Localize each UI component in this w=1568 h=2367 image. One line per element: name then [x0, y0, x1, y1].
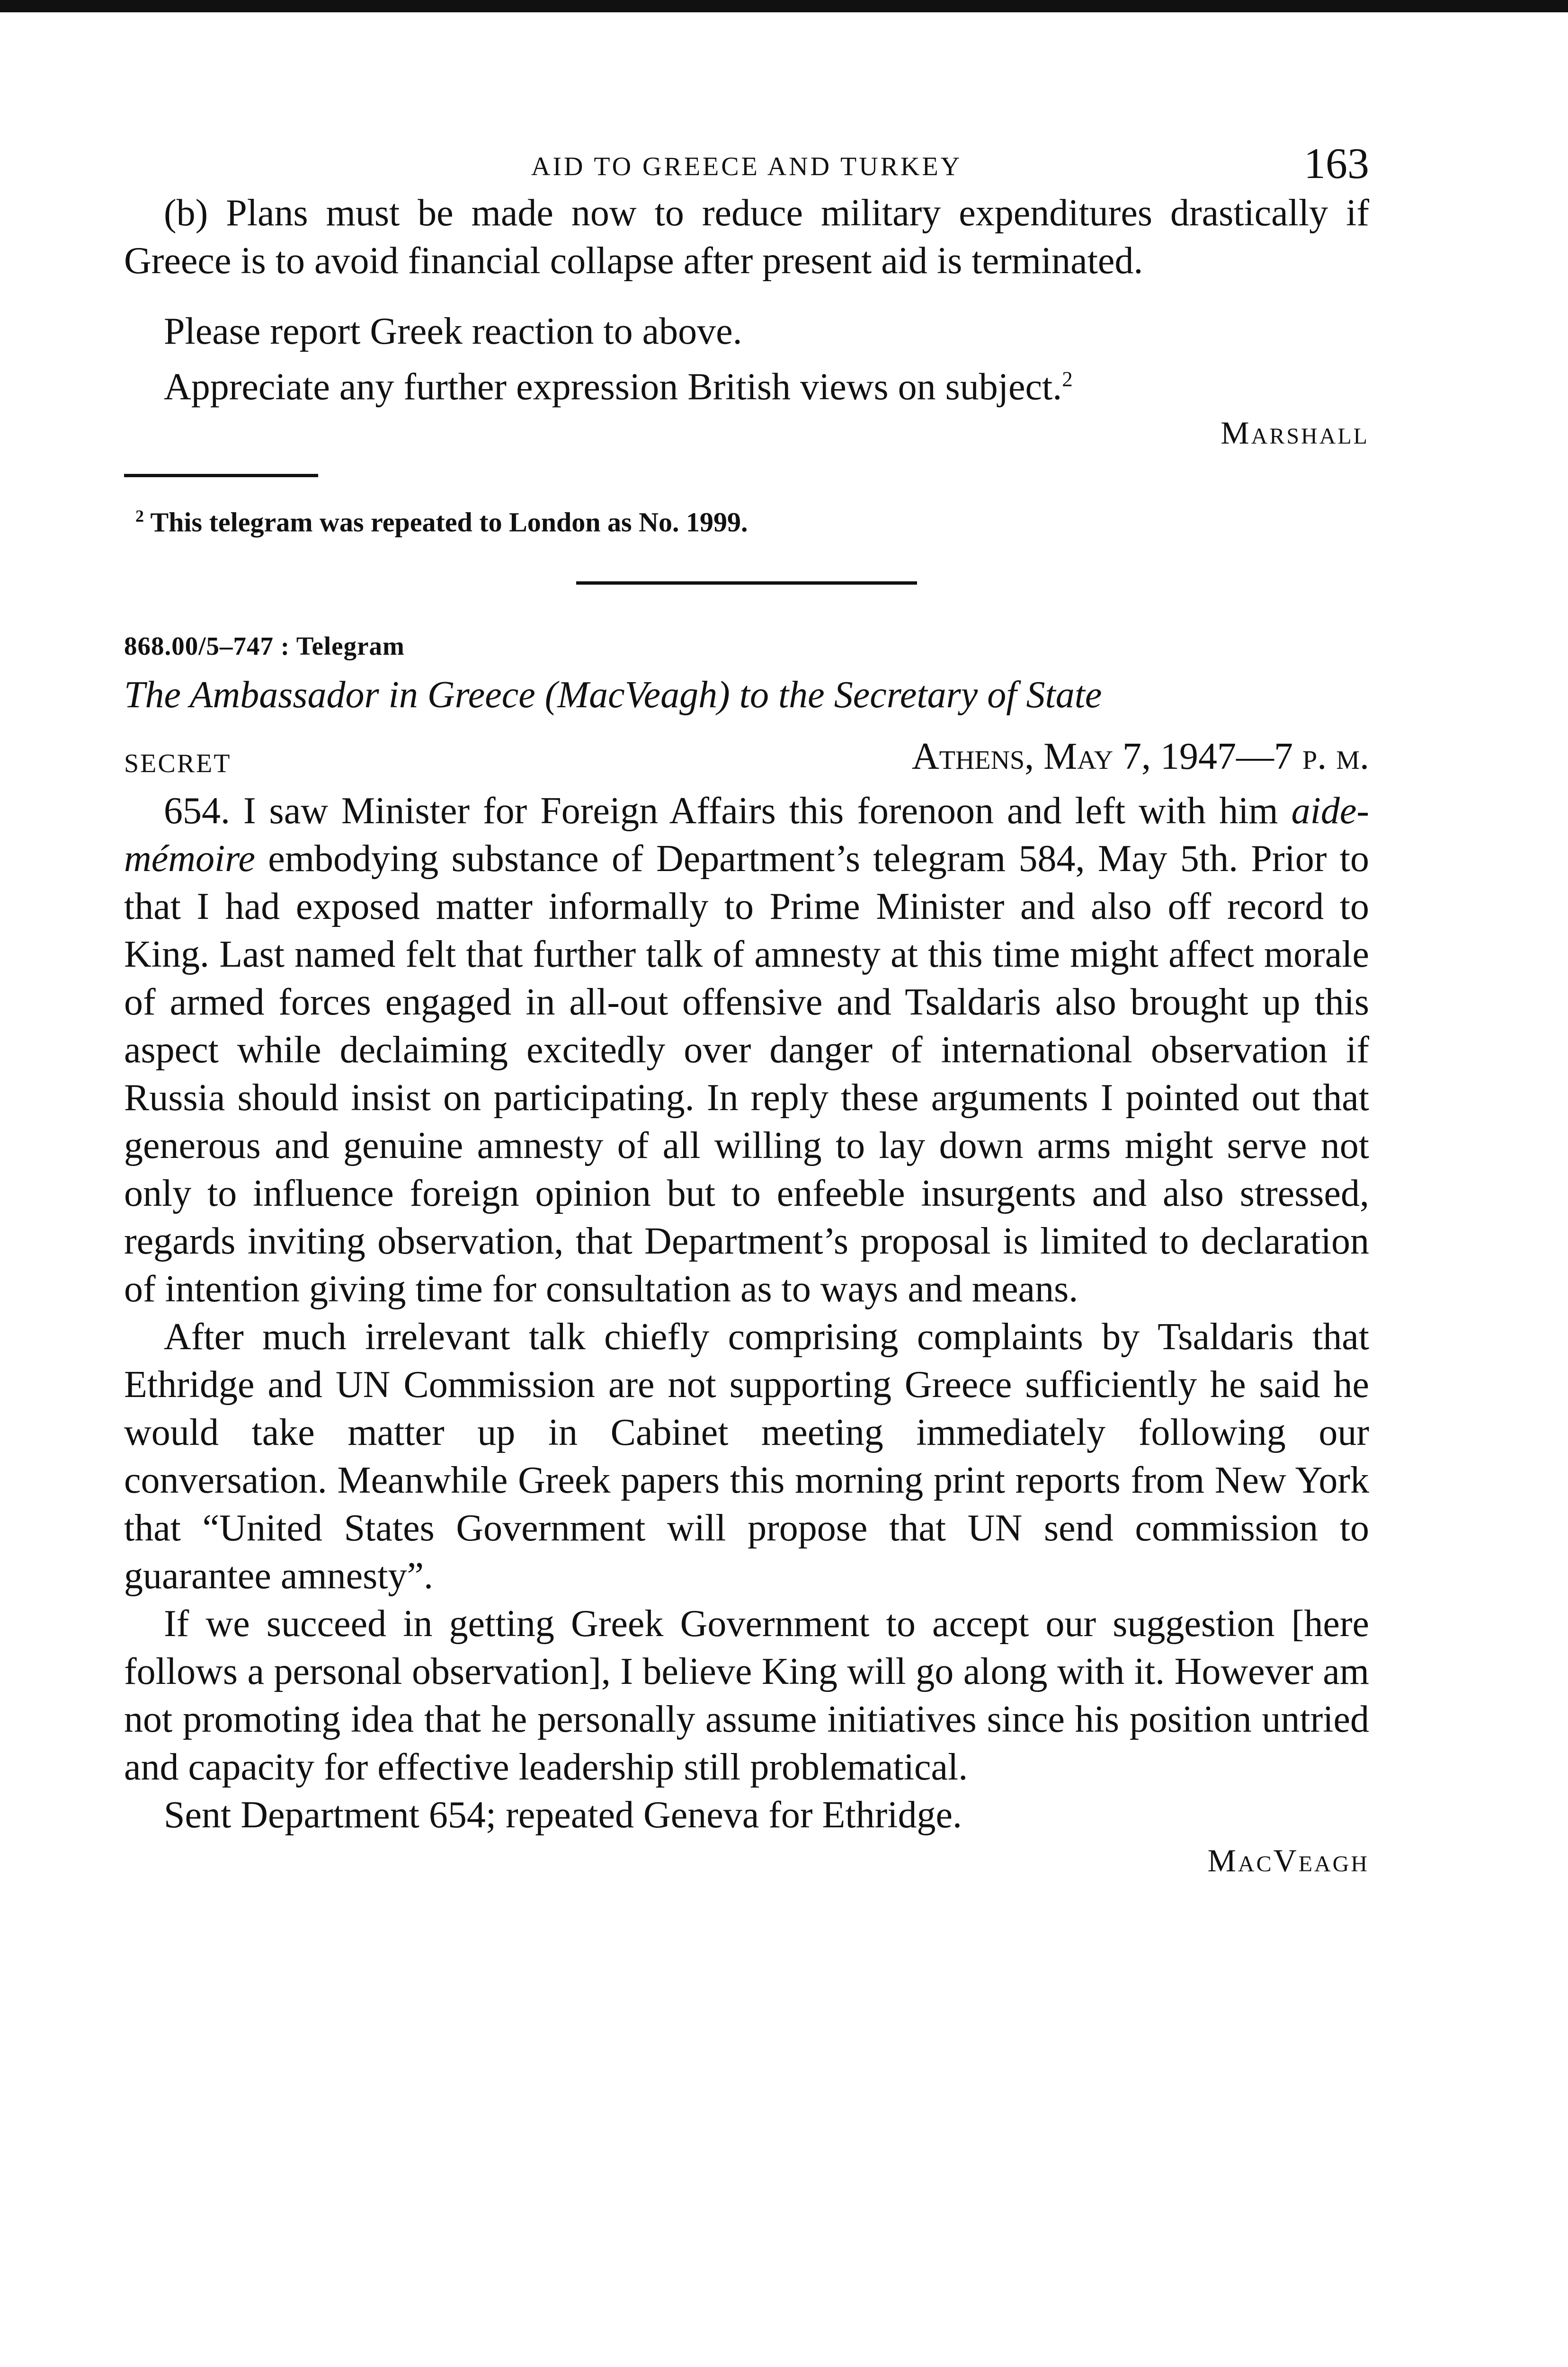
- paragraph-1-lead: 654. I saw Minister for Foreign Affairs this forenoon and left with him: [164, 790, 1292, 832]
- appreciate-line: [124, 356, 1369, 411]
- paragraph-b: (b) Plans must be made now to reduce military expenditures drastically if Greece is to avoid financial collapse after present aid is terminated.: [124, 192, 1369, 282]
- footnote: [124, 497, 1369, 541]
- telegram-paragraph-4: Sent Department 654; repeated Geneva for Ethridge.: [164, 1794, 962, 1836]
- aide-memoire-term: aide-mémoire: [124, 790, 1369, 880]
- running-title: AID TO GREECE AND TURKEY: [531, 152, 962, 181]
- appreciate-text: Appreciate any further expression British views on subject.: [164, 366, 1062, 408]
- footnote-text: This telegram was repeated to London as No. 1999.: [150, 506, 748, 537]
- dateline: Athens, May 7, 1947—7 p. m.: [911, 735, 1369, 777]
- request-line: Please report Greek reaction to above.: [164, 311, 742, 352]
- running-header: [124, 137, 1369, 189]
- telegram-paragraph-2: After much irrelevant talk chiefly comprising complaints by Tsaldaris that Ethridge and UN Commission are not supporting Greece sufficiently he said he would take matter up in Cabinet meeting immediately following our conversation. Meanwhile Greek papers this morning print reports from New York that “United States Government will propose that UN send commission to guarantee amnesty”.: [124, 1316, 1369, 1597]
- spacer: [124, 285, 1369, 308]
- footnote-rule: [124, 474, 318, 477]
- telegram-meta: [124, 735, 1369, 787]
- marshall-signature: Marshall: [1221, 414, 1369, 451]
- telegram-paragraph-1: [124, 787, 1369, 1313]
- paragraph-1-rest: embodying substance of Department’s telegram 584, May 5th. Prior to that I had exposed matter informally to Prime Minister and also off record to King. Last named felt that further talk of amnesty at this time might affect morale of armed forces engaged in all-out offensive and Tsaldaris also brought up this aspect while declaiming excitedly over danger of international observation if Russia should insist on participating. In reply these arguments I pointed out that generous and genuine amnesty of all willing to lay down arms might serve not only to influence foreign opinion but to enfeeble insurgents and also stressed, regards inviting observation, that Department’s proposal is limited to declaration of intention giving time for consultation as to ways and means.: [124, 837, 1369, 1310]
- telegram-heading: The Ambassador in Greece (MacVeagh) to the Secretary of State: [124, 674, 1102, 716]
- classification-label: SECRET: [124, 748, 232, 778]
- footnote-marker: 2: [135, 506, 144, 525]
- telegram-paragraph-3: If we succeed in getting Greek Government to accept our suggestion [here follows a personal observation], I believe King will go along with it. However am not promoting idea that he personally assume initiatives since his position untried and capacity for effective leadership still problematical.: [124, 1602, 1369, 1788]
- document-page: [124, 137, 1369, 1882]
- top-border-rule: [0, 0, 1568, 12]
- macveagh-signature: MacVeagh: [1207, 1842, 1369, 1878]
- section-divider: [576, 581, 917, 585]
- footnote-reference: 2: [1062, 367, 1073, 391]
- page-number: 163: [1304, 139, 1369, 187]
- file-reference: 868.00/5–747 : Telegram: [124, 631, 405, 660]
